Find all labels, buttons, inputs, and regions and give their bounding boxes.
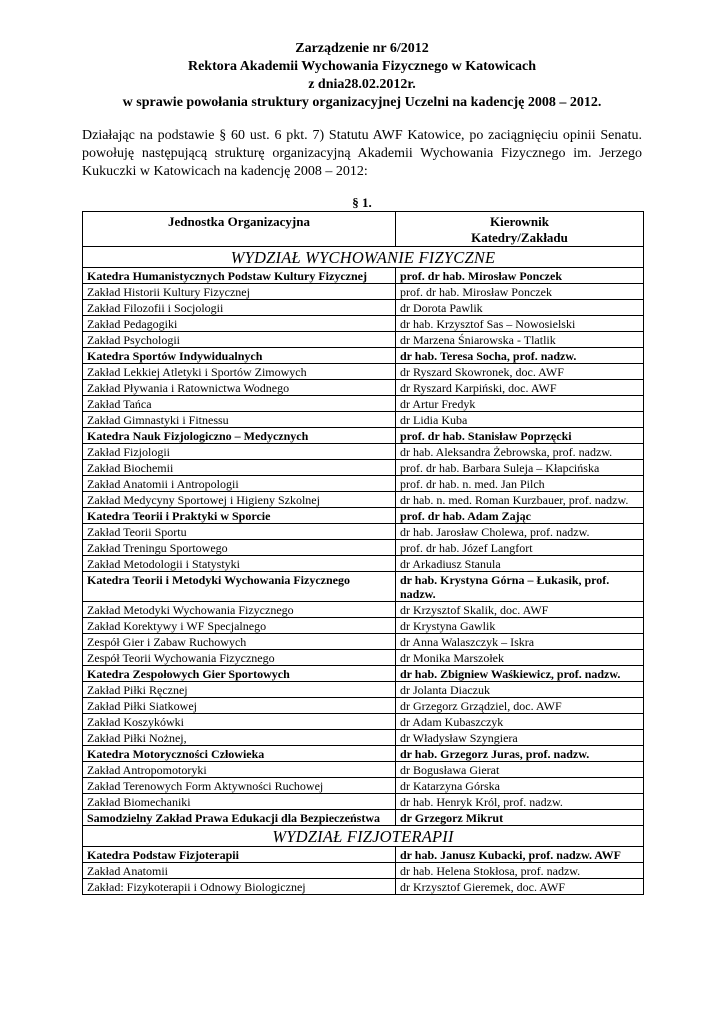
table-row [83,778,644,794]
unit-leader: dr Arkadiusz Stanula [396,556,644,572]
document-header [0,40,724,112]
col-header-leader: Kierownik Katedry/Zakładu [396,212,644,247]
unit-leader: prof. dr hab. n. med. Jan Pilch [396,476,644,492]
unit-leader: prof. dr hab. Mirosław Ponczek [396,284,644,300]
unit-name: Katedra Teorii i Metodyki Wychowania Fizycznego [83,572,396,602]
unit-name: Zakład Terenowych Form Aktywności Ruchowej [83,778,396,794]
unit-leader: dr hab. Grzegorz Juras, prof. nadzw. [396,746,644,762]
table-row [83,460,644,476]
faculty-row [83,826,644,847]
unit-leader: dr hab. Jarosław Cholewa, prof. nadzw. [396,524,644,540]
table-row [83,556,644,572]
department-row [83,572,644,602]
unit-name: Zakład Korektywy i WF Specjalnego [83,618,396,634]
org-structure-table [82,211,644,895]
unit-name: Katedra Humanistycznych Podstaw Kultury Fizycznej [83,268,396,284]
unit-name: Zakład Anatomii i Antropologii [83,476,396,492]
department-row [83,810,644,826]
ordinance-number: Zarządzenie nr 6/2012 [295,41,429,56]
unit-name: Zakład Metodyki Wychowania Fizycznego [83,602,396,618]
unit-leader: dr hab. Henryk Król, prof. nadzw. [396,794,644,810]
unit-leader: dr hab. Krzysztof Sas – Nowosielski [396,316,644,332]
unit-leader: dr Ryszard Karpiński, doc. AWF [396,380,644,396]
unit-leader: dr Katarzyna Górska [396,778,644,794]
unit-leader: dr Lidia Kuba [396,412,644,428]
section-marker: § 1. [352,195,372,210]
unit-leader: dr Krzysztof Gieremek, doc. AWF [396,879,644,895]
unit-name: Samodzielny Zakład Prawa Edukacji dla Bezpieczeństwa [83,810,396,826]
unit-name: Zakład: Fizykoterapii i Odnowy Biologicznej [83,879,396,895]
ordinance-subject: w sprawie powołania struktury organizacyjnej Uczelni na kadencję 2008 – 2012. [122,95,602,110]
unit-leader: dr Ryszard Skowronek, doc. AWF [396,364,644,380]
unit-name: Zakład Medycyny Sportowej i Higieny Szkolnej [83,492,396,508]
unit-name: Zakład Piłki Nożnej, [83,730,396,746]
unit-name: Katedra Teorii i Praktyki w Sporcie [83,508,396,524]
unit-name: Zespół Gier i Zabaw Ruchowych [83,634,396,650]
unit-leader: prof. dr hab. Adam Zając [396,508,644,524]
unit-leader: dr Bogusława Gierat [396,762,644,778]
unit-leader: dr hab. Janusz Kubacki, prof. nadzw. AWF [396,847,644,863]
unit-leader: dr Dorota Pawlik [396,300,644,316]
unit-leader: dr hab. Krystyna Górna – Łukasik, prof. nadzw. [396,572,644,602]
unit-name: Zakład Piłki Ręcznej [83,682,396,698]
unit-leader: dr hab. n. med. Roman Kurzbauer, prof. nadzw. [396,492,644,508]
unit-name: Katedra Motoryczności Człowieka [83,746,396,762]
department-row [83,666,644,682]
unit-leader: dr Anna Walaszczyk – Iskra [396,634,644,650]
unit-name: Zespół Teorii Wychowania Fizycznego [83,650,396,666]
unit-leader: dr Grzegorz Mikrut [396,810,644,826]
table-row [83,730,644,746]
department-row [83,268,644,284]
unit-name: Zakład Anatomii [83,863,396,879]
table-row [83,879,644,895]
department-row [83,508,644,524]
issuer: Rektora Akademii Wychowania Fizycznego w Katowicach [187,59,537,74]
table-row [83,682,644,698]
unit-leader: dr hab. Helena Stokłosa, prof. nadzw. [396,863,644,879]
table-row [83,762,644,778]
unit-name: Zakład Tańca [83,396,396,412]
unit-name: Zakład Gimnastyki i Fitnessu [83,412,396,428]
table-row [83,524,644,540]
unit-leader: dr Grzegorz Grządziel, doc. AWF [396,698,644,714]
table-row [83,332,644,348]
unit-name: Zakład Metodologii i Statystyki [83,556,396,572]
ordinance-date: z dnia28.02.2012r. [308,77,416,92]
table-row [83,863,644,879]
unit-leader: dr Adam Kubaszczyk [396,714,644,730]
unit-name: Zakład Psychologii [83,332,396,348]
department-row [83,746,644,762]
intro-paragraph: Działając na podstawie § 60 ust. 6 pkt. 7) Statutu AWF Katowice, po zaciągnięciu opinii Senatu. powołuję następującą strukturę organizacyjną Akademii Wychowania Fizycznego im. Jerzego Kukuczki w Katowicach na kadencję 2008 – 2012: [82,128,642,179]
table-row [83,284,644,300]
department-row [83,348,644,364]
unit-name: Zakład Biochemii [83,460,396,476]
unit-name: Katedra Nauk Fizjologiczno – Medycznych [83,428,396,444]
table-row [83,300,644,316]
table-row [83,380,644,396]
table-body [83,247,644,895]
unit-leader: dr Artur Fredyk [396,396,644,412]
unit-name: Zakład Fizjologii [83,444,396,460]
unit-leader: dr Monika Marszołek [396,650,644,666]
unit-name: Zakład Lekkiej Atletyki i Sportów Zimowych [83,364,396,380]
table-row [83,476,644,492]
department-row [83,847,644,863]
unit-name: Zakład Historii Kultury Fizycznej [83,284,396,300]
unit-name: Katedra Podstaw Fizjoterapii [83,847,396,863]
table-row [83,540,644,556]
unit-name: Zakład Piłki Siatkowej [83,698,396,714]
table-row [83,444,644,460]
table-row [83,634,644,650]
faculty-name: WYDZIAŁ FIZJOTERAPII [83,826,644,847]
unit-name: Zakład Treningu Sportowego [83,540,396,556]
unit-leader: prof. dr hab. Barbara Suleja – Kłapcińska [396,460,644,476]
unit-name: Katedra Sportów Indywidualnych [83,348,396,364]
unit-leader: prof. dr hab. Mirosław Ponczek [396,268,644,284]
table-row [83,316,644,332]
unit-leader: dr Władysław Szyngiera [396,730,644,746]
faculty-name: WYDZIAŁ WYCHOWANIE FIZYCZNE [83,247,644,268]
table-row [83,714,644,730]
faculty-row [83,247,644,268]
unit-leader: dr hab. Aleksandra Żebrowska, prof. nadzw. [396,444,644,460]
table-row [83,492,644,508]
unit-leader: dr hab. Teresa Socha, prof. nadzw. [396,348,644,364]
unit-leader: prof. dr hab. Stanisław Poprzęcki [396,428,644,444]
unit-leader: dr Krystyna Gawlik [396,618,644,634]
department-row [83,428,644,444]
unit-name: Zakład Koszykówki [83,714,396,730]
unit-leader: dr Marzena Śniarowska - Tlatlik [396,332,644,348]
table-row [83,794,644,810]
table-row [83,650,644,666]
table-row [83,412,644,428]
table-row [83,364,644,380]
table-row [83,396,644,412]
unit-name: Zakład Antropomotoryki [83,762,396,778]
unit-name: Zakład Pływania i Ratownictwa Wodnego [83,380,396,396]
unit-leader: prof. dr hab. Józef Langfort [396,540,644,556]
table-row [83,698,644,714]
unit-name: Zakład Pedagogiki [83,316,396,332]
unit-name: Zakład Filozofii i Socjologii [83,300,396,316]
col-header-unit: Jednostka Organizacyjna [83,212,396,247]
unit-leader: dr Krzysztof Skalik, doc. AWF [396,602,644,618]
table-header-row [83,212,644,247]
unit-leader: dr hab. Zbigniew Waśkiewicz, prof. nadzw. [396,666,644,682]
unit-name: Katedra Zespołowych Gier Sportowych [83,666,396,682]
unit-leader: dr Jolanta Diaczuk [396,682,644,698]
table-row [83,602,644,618]
unit-name: Zakład Teorii Sportu [83,524,396,540]
unit-name: Zakład Biomechaniki [83,794,396,810]
table-row [83,618,644,634]
